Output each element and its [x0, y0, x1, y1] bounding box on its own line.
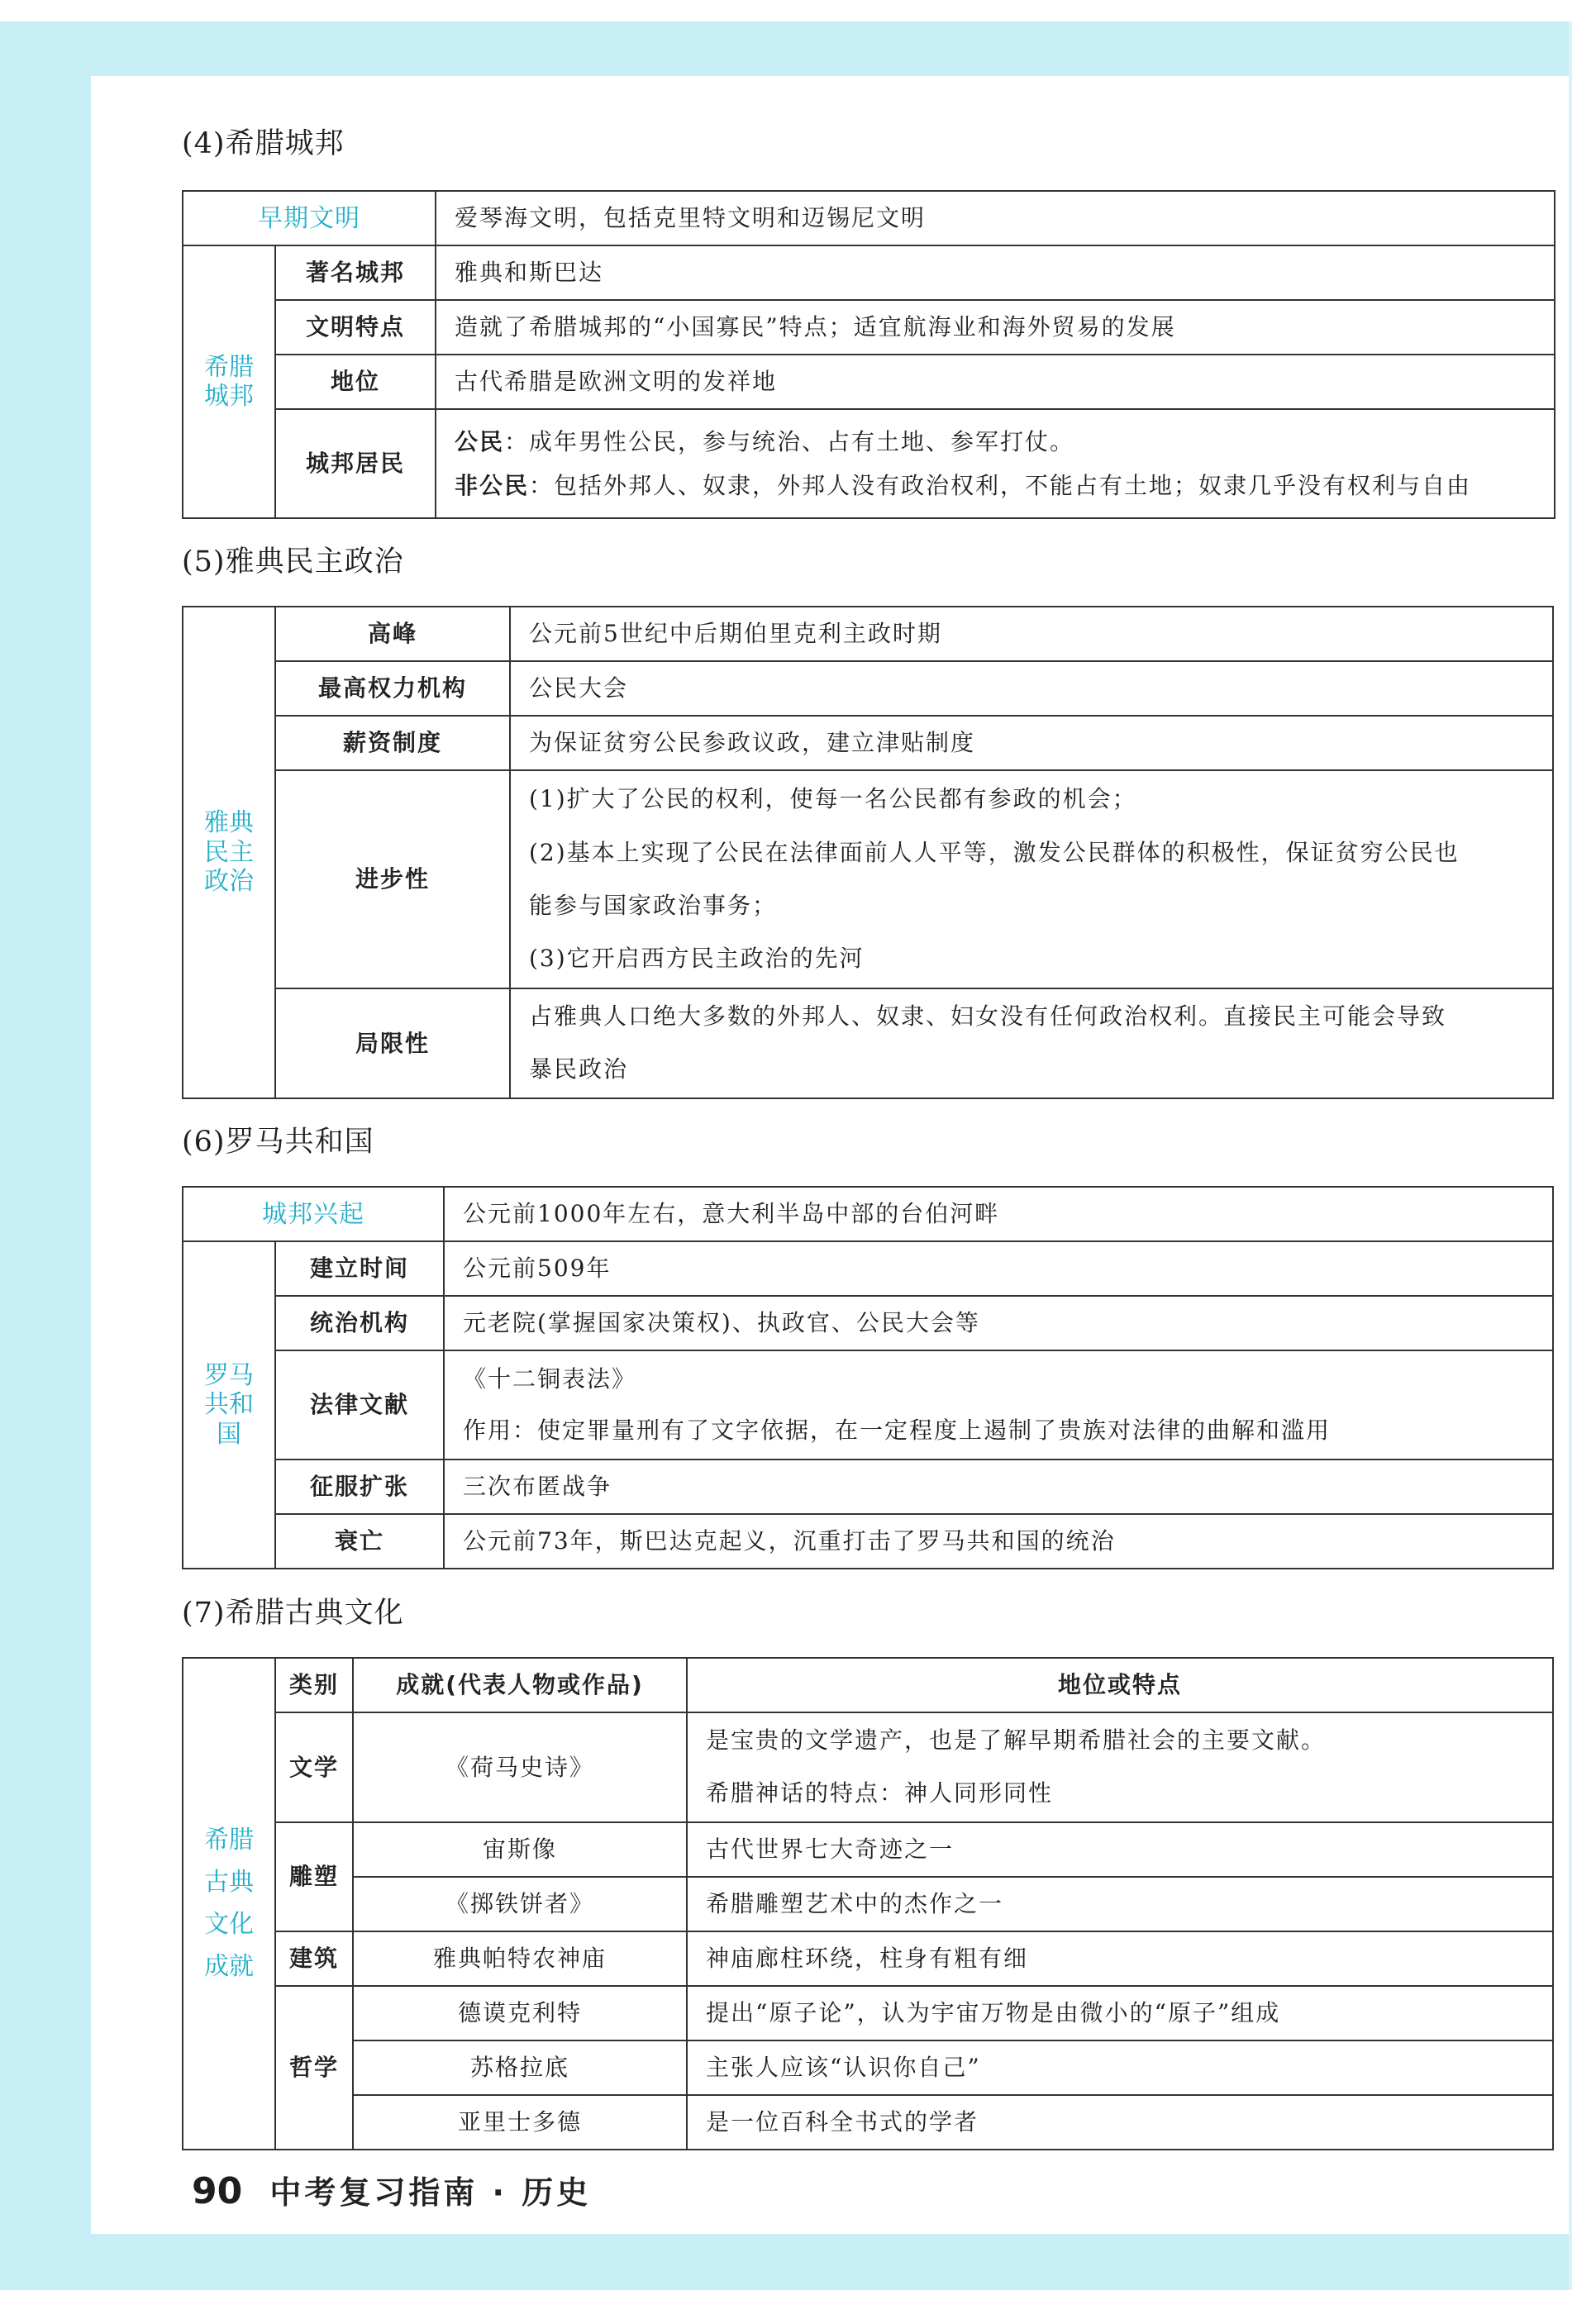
- status: 古代世界七大奇迹之一: [687, 1822, 1553, 1877]
- table-greek-city-states: [182, 190, 1556, 519]
- page-border-left: [0, 21, 91, 2290]
- table-roman-republic: [182, 1186, 1554, 1569]
- progress-line: (3)它开启西方民主政治的先河: [529, 945, 865, 973]
- row-label-law: 法律文献: [275, 1350, 444, 1459]
- table-athenian-democracy: [182, 606, 1554, 1099]
- category-literature: 文学: [275, 1712, 353, 1822]
- cell-text: 雅典和斯巴达: [436, 245, 1555, 300]
- law-effect: 作用：使定罪量刑有了文字依据，在一定程度上遏制了贵族对法律的曲解和滥用: [463, 1417, 1332, 1444]
- row-label: 高峰: [275, 607, 510, 661]
- status-line: 是宝贵的文学遗产，也是了解早期希腊社会的主要文献。: [706, 1726, 1327, 1754]
- page-border-bottom: [0, 2234, 1570, 2290]
- status: [687, 1712, 1553, 1822]
- work: 德谟克利特: [353, 1986, 687, 2040]
- page-number: 90: [192, 2170, 243, 2212]
- section-title-greek-classical-culture: (7)希腊古典文化: [182, 1597, 404, 1630]
- category-philosophy: 哲学: [275, 1986, 353, 2150]
- page-border-top: [0, 21, 1570, 76]
- table-greek-classical-culture: [182, 1657, 1554, 2150]
- group-label-athenian-democracy: 雅典民主政治: [183, 607, 275, 1098]
- work: 苏格拉底: [353, 2040, 687, 2095]
- cell-text: 造就了希腊城邦的“小国寡民”特点；适宜航海业和海外贸易的发展: [436, 300, 1555, 355]
- book-title: 中考复习指南 · 历史: [269, 2174, 592, 2211]
- row-label-early-civilization: 早期文明: [183, 191, 436, 245]
- row-label: 著名城邦: [275, 245, 436, 300]
- work: 亚里士多德: [353, 2095, 687, 2150]
- cell-early-civilization: 爱琴海文明，包括克里特文明和迈锡尼文明: [436, 191, 1555, 245]
- group-label-line: 希腊: [204, 1826, 254, 1855]
- status: 希腊雕塑艺术中的杰作之一: [687, 1877, 1553, 1931]
- noncitizen-text: ：包括外邦人、奴隶，外邦人没有政治权利，不能占有土地；奴隶几乎没有权利与自由: [529, 472, 1472, 499]
- status: 神庙廊柱环绕，柱身有粗有细: [687, 1931, 1553, 1986]
- limits-line: 暴民政治: [529, 1055, 629, 1083]
- row-label: 建立时间: [275, 1241, 444, 1296]
- cell-residents: [436, 409, 1555, 518]
- work: 《荷马史诗》: [353, 1712, 687, 1822]
- row-label: 最高权力机构: [275, 661, 510, 716]
- category-architecture: 建筑: [275, 1931, 353, 1986]
- status: 提出“原子论”，认为宇宙万物是由微小的“原子”组成: [687, 1986, 1553, 2040]
- status: 主张人应该“认识你自己”: [687, 2040, 1553, 2095]
- work: 宙斯像: [353, 1822, 687, 1877]
- group-label-line: 成就: [204, 1952, 254, 1982]
- progress-line: (1)扩大了公民的权利，使每一名公民都有参政的机会；: [529, 785, 1137, 813]
- cell-city-state-rise: 公元前1000年左右，意大利半岛中部的台伯河畔: [444, 1187, 1553, 1241]
- category-sculpture: 雕塑: [275, 1822, 353, 1931]
- header-achievement: 成就(代表人物或作品): [353, 1658, 687, 1712]
- row-label-progress: 进步性: [275, 770, 510, 988]
- row-label: 征服扩张: [275, 1459, 444, 1514]
- noncitizen-label: 非公民: [455, 472, 530, 499]
- cell-text: 公元前5世纪中后期伯里克利主政时期: [510, 607, 1553, 661]
- cell-limits: [510, 988, 1553, 1098]
- status-line: 希腊神话的特点：神人同形同性: [706, 1779, 1054, 1807]
- row-label-city-state-rise: 城邦兴起: [183, 1187, 444, 1241]
- page-footer: [192, 2167, 591, 2212]
- group-label-greek-city-states: 希腊城邦: [183, 245, 275, 518]
- row-label-limits: 局限性: [275, 988, 510, 1098]
- progress-line: 能参与国家政治事务；: [529, 892, 778, 919]
- cell-text: 三次布匿战争: [444, 1459, 1553, 1514]
- progress-line: (2)基本上实现了公民在法律面前人人平等，激发公民群体的积极性，保证贫穷公民也: [529, 838, 1460, 866]
- page-border-right: [1569, 21, 1572, 2290]
- row-label: 地位: [275, 355, 436, 409]
- row-label-residents: 城邦居民: [275, 409, 436, 518]
- section-title-roman-republic: (6)罗马共和国: [182, 1126, 374, 1159]
- status: 是一位百科全书式的学者: [687, 2095, 1553, 2150]
- law-title: 《十二铜表法》: [463, 1365, 637, 1393]
- work: 雅典帕特农神庙: [353, 1931, 687, 1986]
- cell-progress: [510, 770, 1553, 988]
- header-category: 类别: [275, 1658, 353, 1712]
- cell-text: 公民大会: [510, 661, 1553, 716]
- cell-text: 为保证贫穷公民参政议政，建立津贴制度: [510, 716, 1553, 770]
- cell-text: 古代希腊是欧洲文明的发祥地: [436, 355, 1555, 409]
- limits-line: 占雅典人口绝大多数的外邦人、奴隶、妇女没有任何政治权利。直接民主可能会导致: [529, 1002, 1447, 1030]
- header-status: 地位或特点: [687, 1658, 1553, 1712]
- cell-text: 公元前73年，斯巴达克起义，沉重打击了罗马共和国的统治: [444, 1514, 1553, 1569]
- section-title-athenian-democracy: (5)雅典民主政治: [182, 545, 404, 579]
- cell-text: 元老院(掌握国家决策权)、执政官、公民大会等: [444, 1296, 1553, 1350]
- group-label-classical-culture: [183, 1658, 275, 2150]
- citizen-label: 公民: [455, 427, 505, 455]
- group-label-line: 文化: [204, 1910, 254, 1940]
- row-label: 文明特点: [275, 300, 436, 355]
- group-label-line: 古典: [204, 1868, 254, 1898]
- cell-law: [444, 1350, 1553, 1459]
- section-title-greek-city-states: (4)希腊城邦: [182, 127, 345, 160]
- work: 《掷铁饼者》: [353, 1877, 687, 1931]
- group-label-roman-republic: 罗马共和国: [183, 1241, 275, 1569]
- row-label: 衰亡: [275, 1514, 444, 1569]
- citizen-text: ：成年男性公民，参与统治、占有土地、参军打仗。: [504, 427, 1075, 455]
- row-label: 统治机构: [275, 1296, 444, 1350]
- row-label: 薪资制度: [275, 716, 510, 770]
- cell-text: 公元前509年: [444, 1241, 1553, 1296]
